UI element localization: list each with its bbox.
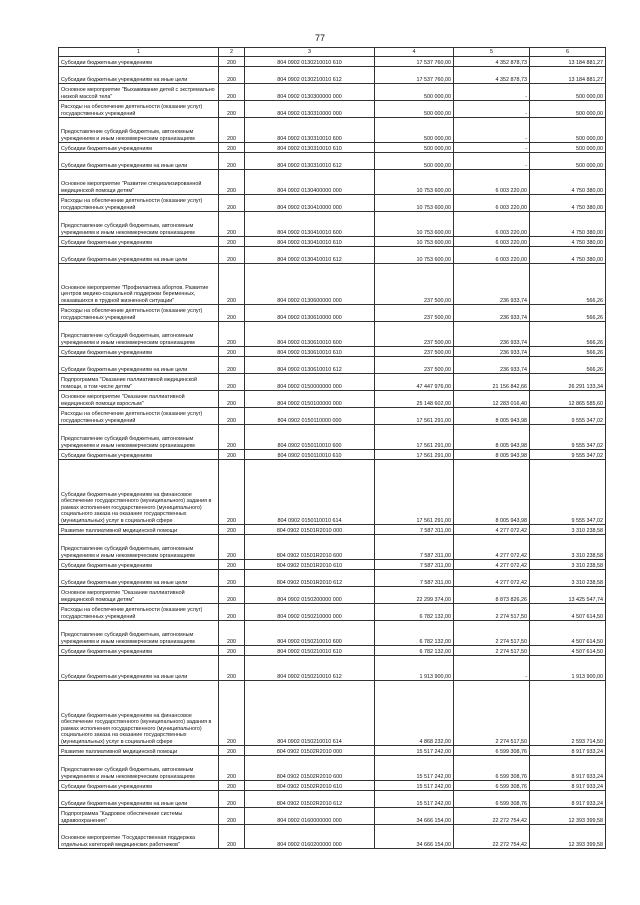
- row-approved-cell: 47 447 976,00: [375, 374, 454, 391]
- row-approved-cell: 500 000,00: [375, 143, 454, 153]
- row-code-cell: 200: [219, 170, 245, 195]
- row-classifier-cell: 804 0902 0130410010 612: [245, 247, 375, 264]
- row-executed-cell: 236 933,74: [454, 264, 530, 305]
- table-row: [59, 535, 606, 560]
- table-row: [59, 525, 606, 535]
- row-remaining-cell: 12 393 399,58: [530, 808, 606, 825]
- row-code-cell: 200: [219, 374, 245, 391]
- row-executed-cell: 4 352 878,73: [454, 57, 530, 67]
- row-code-cell: 200: [219, 646, 245, 656]
- table-row: [59, 425, 606, 450]
- row-classifier-cell: 804 0902 0150210010 600: [245, 621, 375, 646]
- table-row: [59, 170, 606, 195]
- row-executed-cell: 12 283 016,40: [454, 391, 530, 408]
- header-cell: 1: [59, 48, 219, 57]
- row-executed-cell: -: [454, 101, 530, 118]
- table-row: [59, 305, 606, 322]
- row-executed-cell: 2 274 517,50: [454, 646, 530, 656]
- row-code-cell: 200: [219, 460, 245, 525]
- row-executed-cell: -: [454, 153, 530, 170]
- row-remaining-cell: 13 425 547,74: [530, 587, 606, 604]
- row-executed-cell: 8 005 943,98: [454, 450, 530, 460]
- row-approved-cell: 10 753 600,00: [375, 170, 454, 195]
- row-code-cell: 200: [219, 756, 245, 781]
- row-name-cell: Субсидии бюджетным учреждениям на иные цели: [59, 656, 219, 681]
- row-remaining-cell: 9 555 347,02: [530, 425, 606, 450]
- row-executed-cell: 8 005 943,98: [454, 425, 530, 450]
- row-remaining-cell: 4 750 380,00: [530, 247, 606, 264]
- row-remaining-cell: 4 507 614,50: [530, 621, 606, 646]
- row-name-cell: Субсидии бюджетным учреждениям: [59, 560, 219, 570]
- row-executed-cell: 236 933,74: [454, 322, 530, 347]
- row-executed-cell: 4 277 072,42: [454, 525, 530, 535]
- table-row: [59, 570, 606, 587]
- row-executed-cell: 236 933,74: [454, 347, 530, 357]
- table-row: [59, 84, 606, 101]
- row-classifier-cell: 804 0902 0130610010 612: [245, 357, 375, 374]
- row-name-cell: Субсидии бюджетным учреждениям: [59, 450, 219, 460]
- row-code-cell: 200: [219, 247, 245, 264]
- row-executed-cell: 236 933,74: [454, 305, 530, 322]
- row-approved-cell: 17 561 291,00: [375, 425, 454, 450]
- row-approved-cell: 7 587 311,00: [375, 535, 454, 560]
- row-approved-cell: 7 587 311,00: [375, 525, 454, 535]
- table-row: [59, 357, 606, 374]
- row-remaining-cell: 1 913 900,00: [530, 656, 606, 681]
- table-row: [59, 604, 606, 621]
- row-remaining-cell: 3 310 238,58: [530, 560, 606, 570]
- table-row: [59, 212, 606, 237]
- table-row: [59, 347, 606, 357]
- row-remaining-cell: 3 310 238,58: [530, 525, 606, 535]
- row-name-cell: Субсидии бюджетным учреждениям: [59, 646, 219, 656]
- row-remaining-cell: 8 917 933,24: [530, 756, 606, 781]
- row-code-cell: 200: [219, 525, 245, 535]
- table-row: [59, 195, 606, 212]
- row-name-cell: Расходы на обеспечение деятельности (оказание услуг) государственных учреждений: [59, 305, 219, 322]
- row-classifier-cell: 804 0902 0130410010 610: [245, 237, 375, 247]
- table-row: [59, 560, 606, 570]
- row-approved-cell: 237 500,00: [375, 347, 454, 357]
- row-remaining-cell: 8 917 933,24: [530, 791, 606, 808]
- row-name-cell: Предоставление субсидий бюджетным, автономным учреждениям и иным некоммерческим организациям: [59, 621, 219, 646]
- row-remaining-cell: 9 555 347,02: [530, 450, 606, 460]
- table-header-row: [59, 48, 606, 57]
- row-classifier-cell: 804 0902 0150200000 000: [245, 587, 375, 604]
- page-number: 77: [314, 33, 325, 43]
- table-row: [59, 781, 606, 791]
- table-row: [59, 264, 606, 305]
- row-code-cell: 200: [219, 604, 245, 621]
- row-remaining-cell: 4 750 380,00: [530, 237, 606, 247]
- row-name-cell: Расходы на обеспечение деятельности (оказание услуг) государственных учреждений: [59, 604, 219, 621]
- row-approved-cell: 237 500,00: [375, 357, 454, 374]
- row-approved-cell: 17 537 760,00: [375, 57, 454, 67]
- header-cell: 2: [219, 48, 245, 57]
- row-name-cell: Основное мероприятие "Развитие специализированной медицинской помощи детям": [59, 170, 219, 195]
- row-executed-cell: 4 277 072,42: [454, 535, 530, 560]
- row-approved-cell: 10 753 600,00: [375, 247, 454, 264]
- row-remaining-cell: 13 184 881,27: [530, 67, 606, 84]
- row-name-cell: Основное мероприятие "Оказание паллиативной медицинской помощи детям": [59, 587, 219, 604]
- row-remaining-cell: 12 393 399,58: [530, 825, 606, 849]
- row-code-cell: 200: [219, 746, 245, 756]
- row-approved-cell: 6 782 132,00: [375, 604, 454, 621]
- row-approved-cell: 237 500,00: [375, 322, 454, 347]
- row-code-cell: 200: [219, 153, 245, 170]
- row-code-cell: 200: [219, 347, 245, 357]
- row-remaining-cell: 566,26: [530, 305, 606, 322]
- table-row: [59, 460, 606, 525]
- row-executed-cell: 8 873 826,26: [454, 587, 530, 604]
- row-name-cell: Предоставление субсидий бюджетным, автономным учреждениям и иным некоммерческим организациям: [59, 756, 219, 781]
- row-code-cell: 200: [219, 825, 245, 849]
- row-remaining-cell: 3 310 238,58: [530, 535, 606, 560]
- row-approved-cell: 15 517 242,00: [375, 746, 454, 756]
- row-classifier-cell: 804 0902 0130310000 000: [245, 101, 375, 118]
- row-approved-cell: 500 000,00: [375, 101, 454, 118]
- row-name-cell: Субсидии бюджетным учреждениям: [59, 237, 219, 247]
- row-approved-cell: 6 782 132,00: [375, 646, 454, 656]
- row-executed-cell: 6 003 220,00: [454, 170, 530, 195]
- row-remaining-cell: 8 917 933,24: [530, 781, 606, 791]
- row-approved-cell: 500 000,00: [375, 84, 454, 101]
- row-classifier-cell: 804 0902 01502R2010 612: [245, 791, 375, 808]
- row-name-cell: Подпрограмма "Оказание паллиативной медицинской помощи, в том числе детям": [59, 374, 219, 391]
- row-approved-cell: 17 561 291,00: [375, 450, 454, 460]
- row-remaining-cell: 4 750 380,00: [530, 195, 606, 212]
- row-code-cell: 200: [219, 391, 245, 408]
- row-code-cell: 200: [219, 195, 245, 212]
- row-classifier-cell: 804 0902 01502R2010 600: [245, 756, 375, 781]
- row-classifier-cell: 804 0902 0150110000 000: [245, 408, 375, 425]
- row-approved-cell: 15 517 242,00: [375, 781, 454, 791]
- row-name-cell: Предоставление субсидий бюджетным, автономным учреждениям и иным некоммерческим организациям: [59, 118, 219, 143]
- row-name-cell: Развитие паллиативной медицинской помощи: [59, 525, 219, 535]
- row-classifier-cell: 804 0902 0150110010 610: [245, 450, 375, 460]
- row-name-cell: Субсидии бюджетным учреждениям на финансовое обеспечение государственного (муниципального) задания в рамках исполнения государственного (муниципального) социального заказа на оказание государственных (муниципальных) услуг в социальной сфере: [59, 681, 219, 746]
- row-name-cell: Основное мероприятие "Государственная поддержка отдельных категорий медицинских работников": [59, 825, 219, 849]
- row-name-cell: Основное мероприятие "Профилактика абортов. Развитие центров медико-социальной поддержки беременных, оказавшихся в трудной жизненной ситуации": [59, 264, 219, 305]
- row-approved-cell: 237 500,00: [375, 305, 454, 322]
- table-row: [59, 57, 606, 67]
- row-code-cell: 200: [219, 560, 245, 570]
- row-executed-cell: 6 599 308,76: [454, 781, 530, 791]
- table-row: [59, 143, 606, 153]
- row-classifier-cell: 804 0902 0150210010 610: [245, 646, 375, 656]
- table-row: [59, 825, 606, 849]
- row-name-cell: Субсидии бюджетным учреждениям на иные цели: [59, 67, 219, 84]
- row-name-cell: Расходы на обеспечение деятельности (оказание услуг) государственных учреждений: [59, 408, 219, 425]
- row-executed-cell: -: [454, 656, 530, 681]
- row-approved-cell: 500 000,00: [375, 153, 454, 170]
- row-executed-cell: 6 599 308,76: [454, 756, 530, 781]
- row-name-cell: Субсидии бюджетным учреждениям: [59, 781, 219, 791]
- row-classifier-cell: 804 0902 01501R2010 612: [245, 570, 375, 587]
- header-cell: 3: [245, 48, 375, 57]
- table-row: [59, 621, 606, 646]
- row-classifier-cell: 804 0902 0150210010 614: [245, 681, 375, 746]
- row-remaining-cell: 500 000,00: [530, 101, 606, 118]
- row-code-cell: 200: [219, 621, 245, 646]
- row-executed-cell: 6 599 308,76: [454, 791, 530, 808]
- row-executed-cell: 2 274 517,50: [454, 621, 530, 646]
- row-remaining-cell: 3 310 238,58: [530, 570, 606, 587]
- row-code-cell: 200: [219, 791, 245, 808]
- table-row: [59, 756, 606, 781]
- row-approved-cell: 237 500,00: [375, 264, 454, 305]
- header-cell: 6: [530, 48, 606, 57]
- row-code-cell: 200: [219, 587, 245, 604]
- row-name-cell: Основное мероприятие "Оказание паллиативной медицинской помощи взрослым": [59, 391, 219, 408]
- row-classifier-cell: 804 0902 0130610010 600: [245, 322, 375, 347]
- budget-table: [58, 47, 606, 849]
- row-code-cell: 200: [219, 781, 245, 791]
- row-executed-cell: 6 003 220,00: [454, 237, 530, 247]
- row-approved-cell: 15 517 242,00: [375, 756, 454, 781]
- row-code-cell: 200: [219, 535, 245, 560]
- row-executed-cell: -: [454, 118, 530, 143]
- row-approved-cell: 6 782 132,00: [375, 621, 454, 646]
- row-classifier-cell: 804 0902 0130210010 610: [245, 57, 375, 67]
- row-name-cell: Субсидии бюджетным учреждениям на иные цели: [59, 570, 219, 587]
- row-code-cell: 200: [219, 681, 245, 746]
- row-executed-cell: 4 352 878,73: [454, 67, 530, 84]
- row-approved-cell: 22 299 374,00: [375, 587, 454, 604]
- row-executed-cell: 8 005 943,98: [454, 460, 530, 525]
- row-name-cell: Предоставление субсидий бюджетным, автономным учреждениям и иным некоммерческим организациям: [59, 322, 219, 347]
- row-name-cell: Расходы на обеспечение деятельности (оказание услуг) государственных учреждений: [59, 195, 219, 212]
- row-remaining-cell: 8 917 933,24: [530, 746, 606, 756]
- row-name-cell: Субсидии бюджетным учреждениям на иные цели: [59, 791, 219, 808]
- row-executed-cell: 2 274 517,50: [454, 604, 530, 621]
- table-row: [59, 791, 606, 808]
- row-name-cell: Основное мероприятие "Выхаживание детей с экстремально низкой массой тела": [59, 84, 219, 101]
- table-body: [59, 48, 606, 849]
- row-approved-cell: 15 517 242,00: [375, 791, 454, 808]
- table-row: [59, 391, 606, 408]
- table-row: [59, 808, 606, 825]
- row-executed-cell: 4 277 072,42: [454, 570, 530, 587]
- row-executed-cell: 6 599 308,76: [454, 746, 530, 756]
- row-classifier-cell: 804 0902 0130610010 610: [245, 347, 375, 357]
- row-remaining-cell: 566,26: [530, 322, 606, 347]
- row-remaining-cell: 500 000,00: [530, 84, 606, 101]
- row-classifier-cell: 804 0902 01502R2010 000: [245, 746, 375, 756]
- row-executed-cell: 2 274 517,50: [454, 681, 530, 746]
- row-remaining-cell: 500 000,00: [530, 118, 606, 143]
- row-approved-cell: 34 666 154,00: [375, 825, 454, 849]
- row-approved-cell: 1 913 900,00: [375, 656, 454, 681]
- row-name-cell: Субсидии бюджетным учреждениям на финансовое обеспечение государственного (муниципального) задания в рамках исполнения государственного (муниципального) социального заказа на оказание государственных (муниципальных) услуг в социальной сфере: [59, 460, 219, 525]
- table-row: [59, 646, 606, 656]
- row-executed-cell: 8 005 943,98: [454, 408, 530, 425]
- table-row: [59, 374, 606, 391]
- row-classifier-cell: 804 0902 0150110010 614: [245, 460, 375, 525]
- row-name-cell: Развитие паллиативной медицинской помощи: [59, 746, 219, 756]
- row-classifier-cell: 804 0902 0130210010 612: [245, 67, 375, 84]
- row-remaining-cell: 500 000,00: [530, 143, 606, 153]
- table-row: [59, 681, 606, 746]
- row-name-cell: Субсидии бюджетным учреждениям на иные цели: [59, 357, 219, 374]
- row-remaining-cell: 2 593 714,50: [530, 681, 606, 746]
- row-code-cell: 200: [219, 808, 245, 825]
- row-approved-cell: 7 587 311,00: [375, 560, 454, 570]
- row-executed-cell: 22 272 754,42: [454, 808, 530, 825]
- table-row: [59, 408, 606, 425]
- row-remaining-cell: 4 750 380,00: [530, 170, 606, 195]
- table-row: [59, 101, 606, 118]
- row-code-cell: 200: [219, 408, 245, 425]
- row-approved-cell: 17 537 760,00: [375, 67, 454, 84]
- row-remaining-cell: 566,26: [530, 357, 606, 374]
- row-remaining-cell: 9 555 347,02: [530, 460, 606, 525]
- header-cell: 5: [454, 48, 530, 57]
- row-approved-cell: 500 000,00: [375, 118, 454, 143]
- row-remaining-cell: 500 000,00: [530, 153, 606, 170]
- row-approved-cell: 34 666 154,00: [375, 808, 454, 825]
- row-classifier-cell: 804 0902 0130310010 610: [245, 143, 375, 153]
- row-name-cell: Субсидии бюджетным учреждениям: [59, 347, 219, 357]
- row-name-cell: Расходы на обеспечение деятельности (оказание услуг) государственных учреждений: [59, 101, 219, 118]
- row-code-cell: 200: [219, 305, 245, 322]
- row-remaining-cell: 26 291 133,34: [530, 374, 606, 391]
- table-row: [59, 247, 606, 264]
- table-row: [59, 587, 606, 604]
- row-code-cell: 200: [219, 84, 245, 101]
- row-name-cell: Субсидии бюджетным учреждениям: [59, 143, 219, 153]
- row-classifier-cell: 804 0902 0150210010 612: [245, 656, 375, 681]
- row-classifier-cell: 804 0902 0130400000 000: [245, 170, 375, 195]
- row-executed-cell: -: [454, 84, 530, 101]
- row-classifier-cell: 804 0902 01501R2010 600: [245, 535, 375, 560]
- row-approved-cell: 10 753 600,00: [375, 195, 454, 212]
- table-row: [59, 322, 606, 347]
- row-classifier-cell: 804 0902 0130300000 000: [245, 84, 375, 101]
- row-approved-cell: 17 561 291,00: [375, 408, 454, 425]
- row-classifier-cell: 804 0902 0150100000 000: [245, 391, 375, 408]
- row-classifier-cell: 804 0902 01501R2010 000: [245, 525, 375, 535]
- row-name-cell: Предоставление субсидий бюджетным, автономным учреждениям и иным некоммерческим организациям: [59, 535, 219, 560]
- row-executed-cell: 236 933,74: [454, 357, 530, 374]
- row-remaining-cell: 566,26: [530, 347, 606, 357]
- row-classifier-cell: 804 0902 0130610000 000: [245, 305, 375, 322]
- row-classifier-cell: 804 0902 0130310010 612: [245, 153, 375, 170]
- row-code-cell: 200: [219, 425, 245, 450]
- row-code-cell: 200: [219, 450, 245, 460]
- row-code-cell: 200: [219, 67, 245, 84]
- row-approved-cell: 4 868 232,00: [375, 681, 454, 746]
- row-code-cell: 200: [219, 118, 245, 143]
- row-approved-cell: 10 753 600,00: [375, 237, 454, 247]
- row-name-cell: Субсидии бюджетным учреждениям на иные цели: [59, 153, 219, 170]
- row-executed-cell: 4 277 072,42: [454, 560, 530, 570]
- row-code-cell: 200: [219, 101, 245, 118]
- row-classifier-cell: 804 0902 0130310010 600: [245, 118, 375, 143]
- row-classifier-cell: 804 0902 0150210000 000: [245, 604, 375, 621]
- row-classifier-cell: 804 0902 0160000000 000: [245, 808, 375, 825]
- header-cell: 4: [375, 48, 454, 57]
- row-approved-cell: 10 753 600,00: [375, 212, 454, 237]
- table-row: [59, 67, 606, 84]
- row-remaining-cell: 4 507 614,50: [530, 604, 606, 621]
- row-classifier-cell: 804 0902 01502R2010 610: [245, 781, 375, 791]
- row-name-cell: Предоставление субсидий бюджетным, автономным учреждениям и иным некоммерческим организациям: [59, 425, 219, 450]
- table-row: [59, 237, 606, 247]
- row-name-cell: Субсидии бюджетным учреждениям: [59, 57, 219, 67]
- row-classifier-cell: 804 0902 0150110010 600: [245, 425, 375, 450]
- row-code-cell: 200: [219, 57, 245, 67]
- row-code-cell: 200: [219, 143, 245, 153]
- row-code-cell: 200: [219, 322, 245, 347]
- row-remaining-cell: 9 555 347,02: [530, 408, 606, 425]
- row-classifier-cell: 804 0902 0130600000 000: [245, 264, 375, 305]
- row-classifier-cell: 804 0902 0160200000 000: [245, 825, 375, 849]
- row-executed-cell: 6 003 220,00: [454, 195, 530, 212]
- row-classifier-cell: 804 0902 0130410000 000: [245, 195, 375, 212]
- row-approved-cell: 17 561 291,00: [375, 460, 454, 525]
- row-code-cell: 200: [219, 212, 245, 237]
- row-executed-cell: 6 003 220,00: [454, 247, 530, 264]
- row-executed-cell: 22 272 754,42: [454, 825, 530, 849]
- row-remaining-cell: 566,26: [530, 264, 606, 305]
- row-remaining-cell: 4 750 380,00: [530, 212, 606, 237]
- row-name-cell: Предоставление субсидий бюджетным, автономным учреждениям и иным некоммерческим организациям: [59, 212, 219, 237]
- table-row: [59, 450, 606, 460]
- table-row: [59, 746, 606, 756]
- row-remaining-cell: 13 184 881,27: [530, 57, 606, 67]
- row-approved-cell: 25 148 602,00: [375, 391, 454, 408]
- row-classifier-cell: 804 0902 0150000000 000: [245, 374, 375, 391]
- row-approved-cell: 7 587 311,00: [375, 570, 454, 587]
- row-code-cell: 200: [219, 656, 245, 681]
- row-code-cell: 200: [219, 237, 245, 247]
- row-classifier-cell: 804 0902 01501R2010 610: [245, 560, 375, 570]
- table-row: [59, 153, 606, 170]
- row-code-cell: 200: [219, 570, 245, 587]
- row-remaining-cell: 4 507 614,50: [530, 646, 606, 656]
- row-executed-cell: 6 003 220,00: [454, 212, 530, 237]
- row-classifier-cell: 804 0902 0130410010 600: [245, 212, 375, 237]
- table-row: [59, 118, 606, 143]
- row-executed-cell: 21 156 842,66: [454, 374, 530, 391]
- row-code-cell: 200: [219, 264, 245, 305]
- row-name-cell: Субсидии бюджетным учреждениям на иные цели: [59, 247, 219, 264]
- row-name-cell: Подпрограмма "Кадровое обеспечение системы здравоохранения": [59, 808, 219, 825]
- row-remaining-cell: 12 865 585,60: [530, 391, 606, 408]
- row-code-cell: 200: [219, 357, 245, 374]
- row-executed-cell: -: [454, 143, 530, 153]
- table-row: [59, 656, 606, 681]
